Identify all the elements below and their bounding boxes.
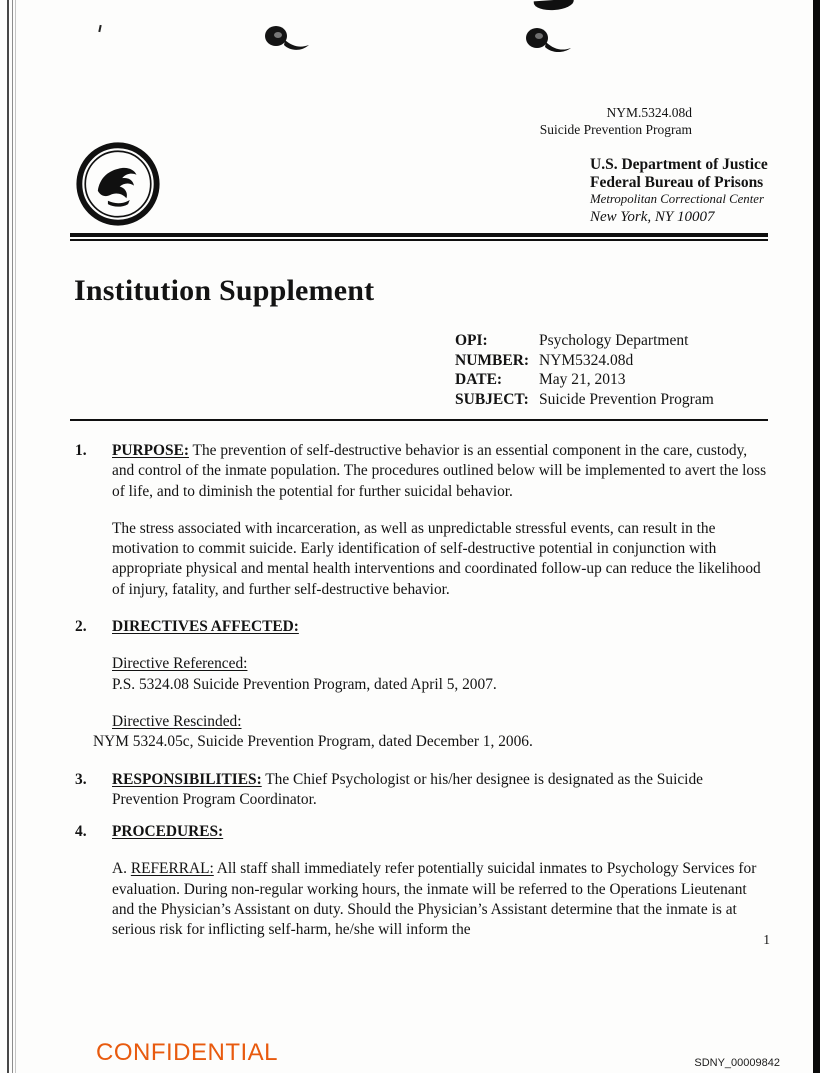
letterhead-department: U.S. Department of Justice xyxy=(590,156,768,173)
scan-artifact-left-line-1 xyxy=(7,0,9,1073)
section-purpose-number: 1. xyxy=(75,442,87,459)
bates-number: SDNY_00009842 xyxy=(694,1057,780,1069)
meta-row-number xyxy=(455,351,714,371)
section-purpose-paragraph-2 xyxy=(75,519,771,600)
letterhead-facility: Metropolitan Correctional Center xyxy=(590,192,764,206)
meta-row-subject xyxy=(455,390,714,410)
directive-rescinded-text: NYM 5324.05c, Suicide Prevention Program, dated December 1, 2006. xyxy=(93,733,533,751)
section-responsibilities xyxy=(75,770,771,811)
section-procedures-heading: PROCEDURES: xyxy=(112,823,224,841)
confidential-stamp: CONFIDENTIAL xyxy=(96,1039,279,1066)
scan-smudge-left-icon xyxy=(263,24,311,57)
document-number: NYM.5324.08d xyxy=(606,105,692,120)
section-directives-heading: DIRECTIVES AFFECTED: xyxy=(112,618,299,636)
doj-seal-icon xyxy=(76,142,160,226)
directive-rescinded-label: Directive Rescinded: xyxy=(112,712,242,730)
letterhead-bureau: Federal Bureau of Prisons xyxy=(590,173,764,191)
letterhead-location: New York, NY 10007 xyxy=(590,208,715,225)
page-number: 1 xyxy=(763,932,770,947)
section-procedures-number: 4. xyxy=(75,823,87,841)
meta-row-date xyxy=(455,370,714,390)
section-directives xyxy=(75,617,771,637)
meta-subject-label: SUBJECT: xyxy=(455,390,529,408)
meta-number-value: NYM5324.08d xyxy=(539,351,634,369)
meta-row-opi xyxy=(455,331,714,351)
meta-number-label: NUMBER: xyxy=(455,351,530,369)
meta-opi-value: Psychology Department xyxy=(539,332,689,349)
meta-opi-label: OPI: xyxy=(455,332,488,349)
section-purpose xyxy=(75,441,771,502)
section-procedures xyxy=(75,822,771,842)
header-rule xyxy=(70,233,768,241)
section-purpose-heading: PURPOSE: xyxy=(112,442,189,459)
subsection-referral-heading: REFERRAL: xyxy=(130,860,214,878)
directive-rescinded-block xyxy=(75,712,771,753)
scan-tick-mark xyxy=(98,25,101,32)
document-meta-block xyxy=(455,331,714,409)
document-reference-block xyxy=(540,104,692,138)
section-directives-number: 2. xyxy=(75,618,87,636)
meta-subject-value: Suicide Prevention Program xyxy=(539,390,714,408)
section-purpose-paragraph-2-text: The stress associated with incarceration, as well as unpredictable stressful events, can result in the motivation to commit suicide. Early identification of self-destructive potential in conjunction with appropriate physical and mental health interventions and coordinated follow-up can reduce the likelihood of injury, fatality, and further self-destructive behavior. xyxy=(112,519,761,598)
subsection-referral-body: All staff shall immediately refer potentially suicidal inmates to Psychology Services for evaluation. During non-regular working hours, the inmate will be referred to the Operations Lieutenant and the Physician’s Assistant on duty. Should the Physician’s Assistant determine that the inmate is at serious risk for inflicting self-harm, he/she will inform the xyxy=(112,860,757,939)
directive-referenced-block xyxy=(75,654,771,695)
scan-artifact-left-line-2 xyxy=(12,0,13,1073)
directive-referenced-text: P.S. 5324.08 Suicide Prevention Program, dated April 5, 2007. xyxy=(112,675,497,693)
directive-referenced-label: Directive Referenced: xyxy=(112,655,248,673)
scan-artifact-left-line-3 xyxy=(15,0,16,1073)
subsection-referral xyxy=(75,859,771,940)
section-purpose-body: The prevention of self-destructive behavior is an essential component in the care, custody, and control of the inmate population. The procedures outlined below will be implemented to avert the loss of life, and to diminish the potential for further suicidal behavior. xyxy=(112,442,767,500)
document-subject: Suicide Prevention Program xyxy=(539,122,692,137)
section-responsibilities-heading: RESPONSIBILITIES: xyxy=(112,770,262,788)
scan-smudge-top-icon xyxy=(534,0,575,11)
meta-date-label: DATE: xyxy=(455,371,503,388)
subsection-referral-label: A. xyxy=(112,860,127,878)
meta-date-value: May 21, 2013 xyxy=(539,371,626,388)
meta-divider-rule xyxy=(70,419,768,421)
section-responsibilities-number: 3. xyxy=(75,770,87,788)
scan-smudge-right-icon xyxy=(524,26,572,59)
page-title: Institution Supplement xyxy=(74,274,375,307)
section-responsibilities-body: The Chief Psychologist or his/her designee is designated as the Suicide Prevention Program Coordinator. xyxy=(112,770,703,808)
document-body xyxy=(75,441,771,958)
scan-artifact-right-band xyxy=(813,0,820,1073)
letterhead xyxy=(590,156,768,226)
